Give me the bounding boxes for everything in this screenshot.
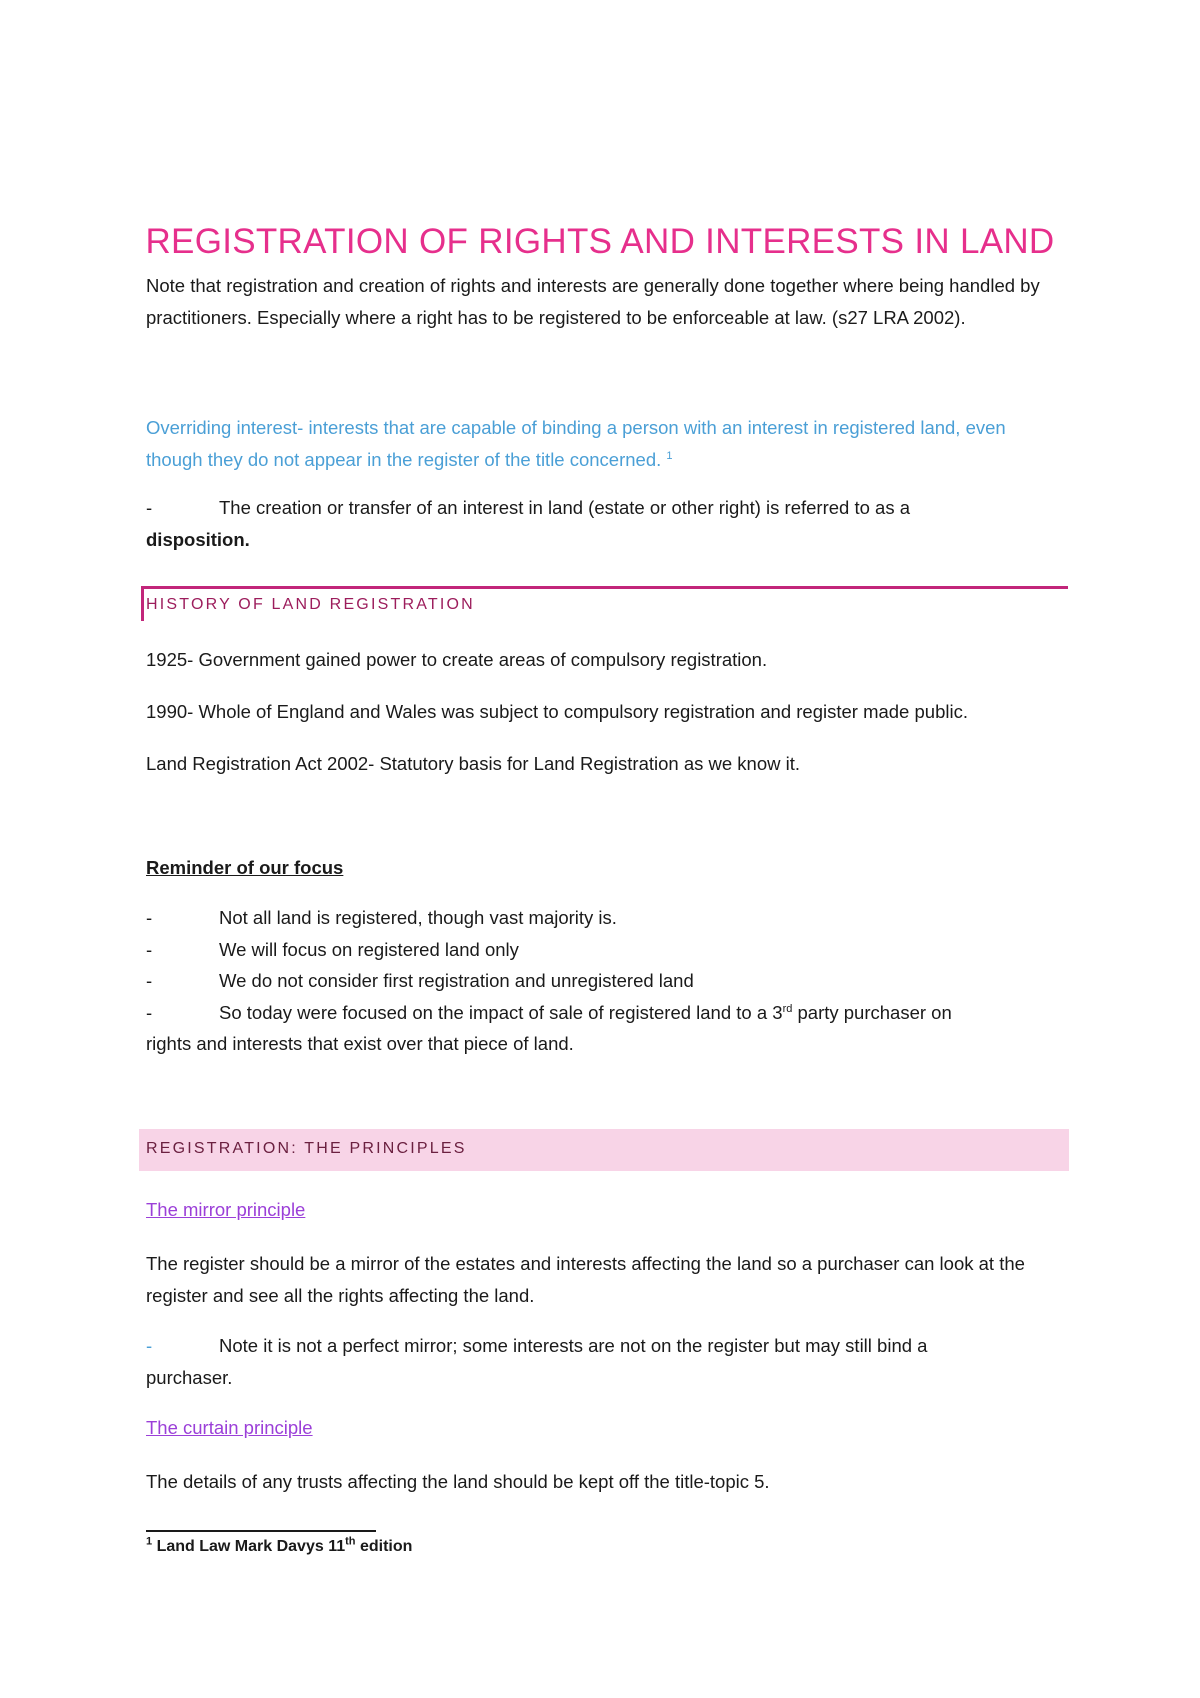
list-item-text: Not all land is registered, though vast majority is. — [219, 907, 617, 928]
footnote-separator — [146, 1530, 376, 1532]
footnote-number: 1 — [146, 1535, 153, 1548]
list-item — [146, 902, 1066, 934]
curtain-principle-text: The details of any trusts affecting the land should be kept off the title-topic 5. — [146, 1471, 770, 1492]
intro-paragraph: Note that registration and creation of rights and interests are generally done together where being handled by practitioners. Especially where a right has to be registered to be enforceable at law. (s27 LRA 2002). — [146, 275, 1040, 328]
overriding-interest-text: Overriding interest- interests that are capable of binding a person with an interest in registered land, even though they do not appear in the register of the title concerned. — [146, 417, 1006, 470]
bullet-dash: - — [146, 907, 153, 928]
mirror-note-item — [146, 1330, 1066, 1393]
list-item-text — [219, 997, 952, 1029]
mirror-principle-text: The register should be a mirror of the estates and interests affecting the land so a purchaser can look at the register and see all the rights affecting the land. — [146, 1253, 1025, 1306]
page-title: REGISTRATION OF RIGHTS AND INTERESTS IN LAND — [145, 222, 1055, 261]
disposition-text: The creation or transfer of an interest in land (estate or other right) is referred to as a — [219, 497, 911, 518]
list-item-text: We do not consider first registration and unregistered land — [219, 970, 694, 991]
mirror-note-continuation: purchaser. — [146, 1366, 233, 1388]
principles-heading: REGISTRATION: THE PRINCIPLES — [146, 1140, 467, 1157]
list-item — [146, 997, 1066, 1029]
footnote — [146, 1535, 413, 1556]
footnote-ordinal: th — [345, 1535, 356, 1548]
mirror-note-text: Note it is not a perfect mirror; some interests are not on the register but may still bind a — [219, 1335, 928, 1356]
disposition-term: disposition — [146, 528, 245, 550]
disposition-period: . — [244, 528, 250, 550]
footnote-reference[interactable]: 1 — [666, 449, 673, 462]
history-heading: HISTORY OF LAND REGISTRATION — [146, 596, 475, 613]
bullet-dash: - — [146, 970, 153, 991]
history-item: 1990- Whole of England and Wales was subject to compulsory registration and register made public. — [146, 701, 968, 722]
curtain-principle-heading — [146, 1412, 1066, 1444]
list-item — [146, 934, 1066, 966]
list-item — [146, 965, 1066, 997]
bullet-dash: - — [146, 497, 153, 518]
list-item-text: We will focus on registered land only — [219, 938, 519, 960]
mirror-principle-heading — [146, 1194, 1066, 1226]
disposition-item — [146, 492, 1066, 555]
list-item-continuation: rights and interests that exist over that piece of land. — [146, 1033, 574, 1054]
history-item: Land Registration Act 2002- Statutory basis for Land Registration as we know it. — [146, 753, 801, 774]
history-item: 1925- Government gained power to create areas of compulsory registration. — [146, 649, 768, 670]
footnote-text: Land Law Mark Davys 11 — [152, 1538, 346, 1555]
mirror-principle-link[interactable]: The mirror principle — [146, 1199, 306, 1220]
footnote-text-end: edition — [355, 1538, 413, 1555]
ordinal-suffix: rd — [782, 1002, 793, 1015]
reminder-heading — [146, 852, 1066, 884]
overriding-interest-paragraph — [146, 412, 1066, 475]
reminder-list — [146, 902, 1066, 1060]
curtain-principle-link[interactable]: The curtain principle — [146, 1417, 313, 1438]
reminder-heading-text: Reminder of our focus — [146, 857, 344, 878]
list-item-text-start: So today were focused on the impact of sale of registered land to a 3 — [219, 1001, 783, 1023]
bullet-dash: - — [146, 1335, 153, 1356]
bullet-dash: - — [146, 938, 153, 960]
list-item-text-end: party purchaser on — [792, 1001, 952, 1023]
bullet-dash: - — [146, 1001, 153, 1023]
